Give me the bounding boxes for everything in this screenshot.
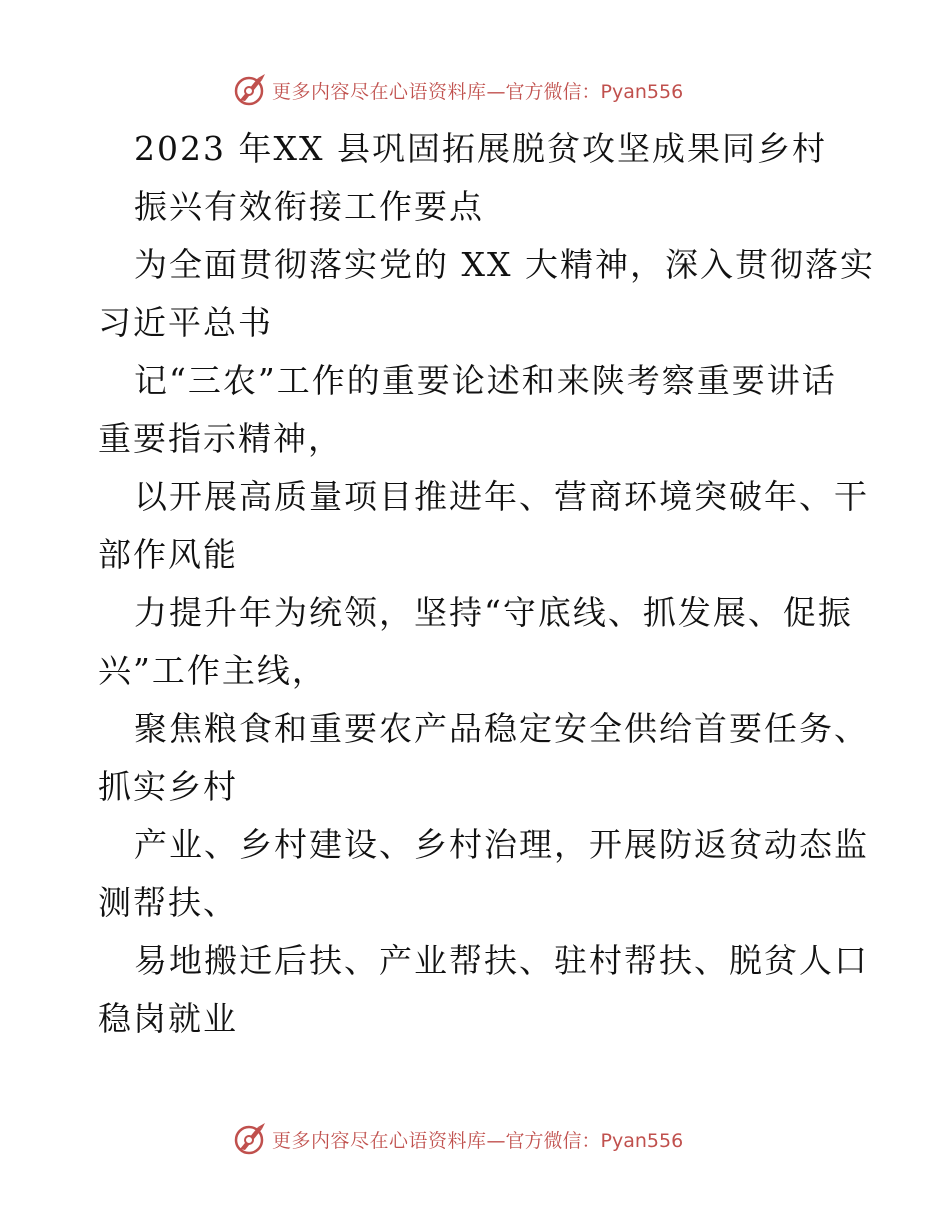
quill-pen-logo-icon: [232, 1121, 268, 1157]
footer-banner: [232, 1121, 683, 1157]
banner-contact-text: —官方微信：Pyan556: [486, 80, 684, 103]
document-title-line-1: 2023 年XX 县巩固拓展脱贫攻坚成果同乡村: [134, 129, 827, 168]
banner-brand-text: 更多内容尽在心语资料库: [272, 1129, 487, 1152]
header-banner: [232, 72, 683, 108]
document-body: [98, 120, 875, 1048]
banner-contact-text: —官方微信：Pyan556: [486, 1129, 684, 1152]
paragraph-line: 抓实乡村: [98, 767, 238, 806]
paragraph-line: 习近平总书: [98, 303, 273, 342]
paragraph-line: 记“三农”工作的重要论述和来陕考察重要讲话: [134, 361, 837, 400]
paragraph-line: 稳岗就业: [98, 999, 238, 1038]
paragraph-line: 聚焦粮食和重要农产品稳定安全供给首要任务、: [134, 709, 869, 748]
paragraph-line: 产业、乡村建设、乡村治理，开展防返贫动态监: [134, 825, 869, 864]
banner-brand-text: 更多内容尽在心语资料库: [272, 80, 487, 103]
paragraph-line: 力提升年为统领，坚持“守底线、抓发展、促振: [134, 593, 853, 632]
document-title-line-2: 振兴有效衔接工作要点: [134, 187, 484, 226]
paragraph-line: 部作风能: [98, 535, 238, 574]
quill-pen-logo-icon: [232, 72, 268, 108]
paragraph-line: 重要指示精神，: [98, 419, 343, 458]
paragraph-line: 兴”工作主线，: [98, 651, 327, 690]
paragraph-line: 为全面贯彻落实党的 XX 大精神，深入贯彻落实: [134, 245, 875, 284]
paragraph-line: 测帮扶、: [98, 883, 238, 922]
paragraph-line: 以开展高质量项目推进年、营商环境突破年、干: [134, 477, 869, 516]
paragraph-line: 易地搬迁后扶、产业帮扶、驻村帮扶、脱贫人口: [134, 941, 869, 980]
